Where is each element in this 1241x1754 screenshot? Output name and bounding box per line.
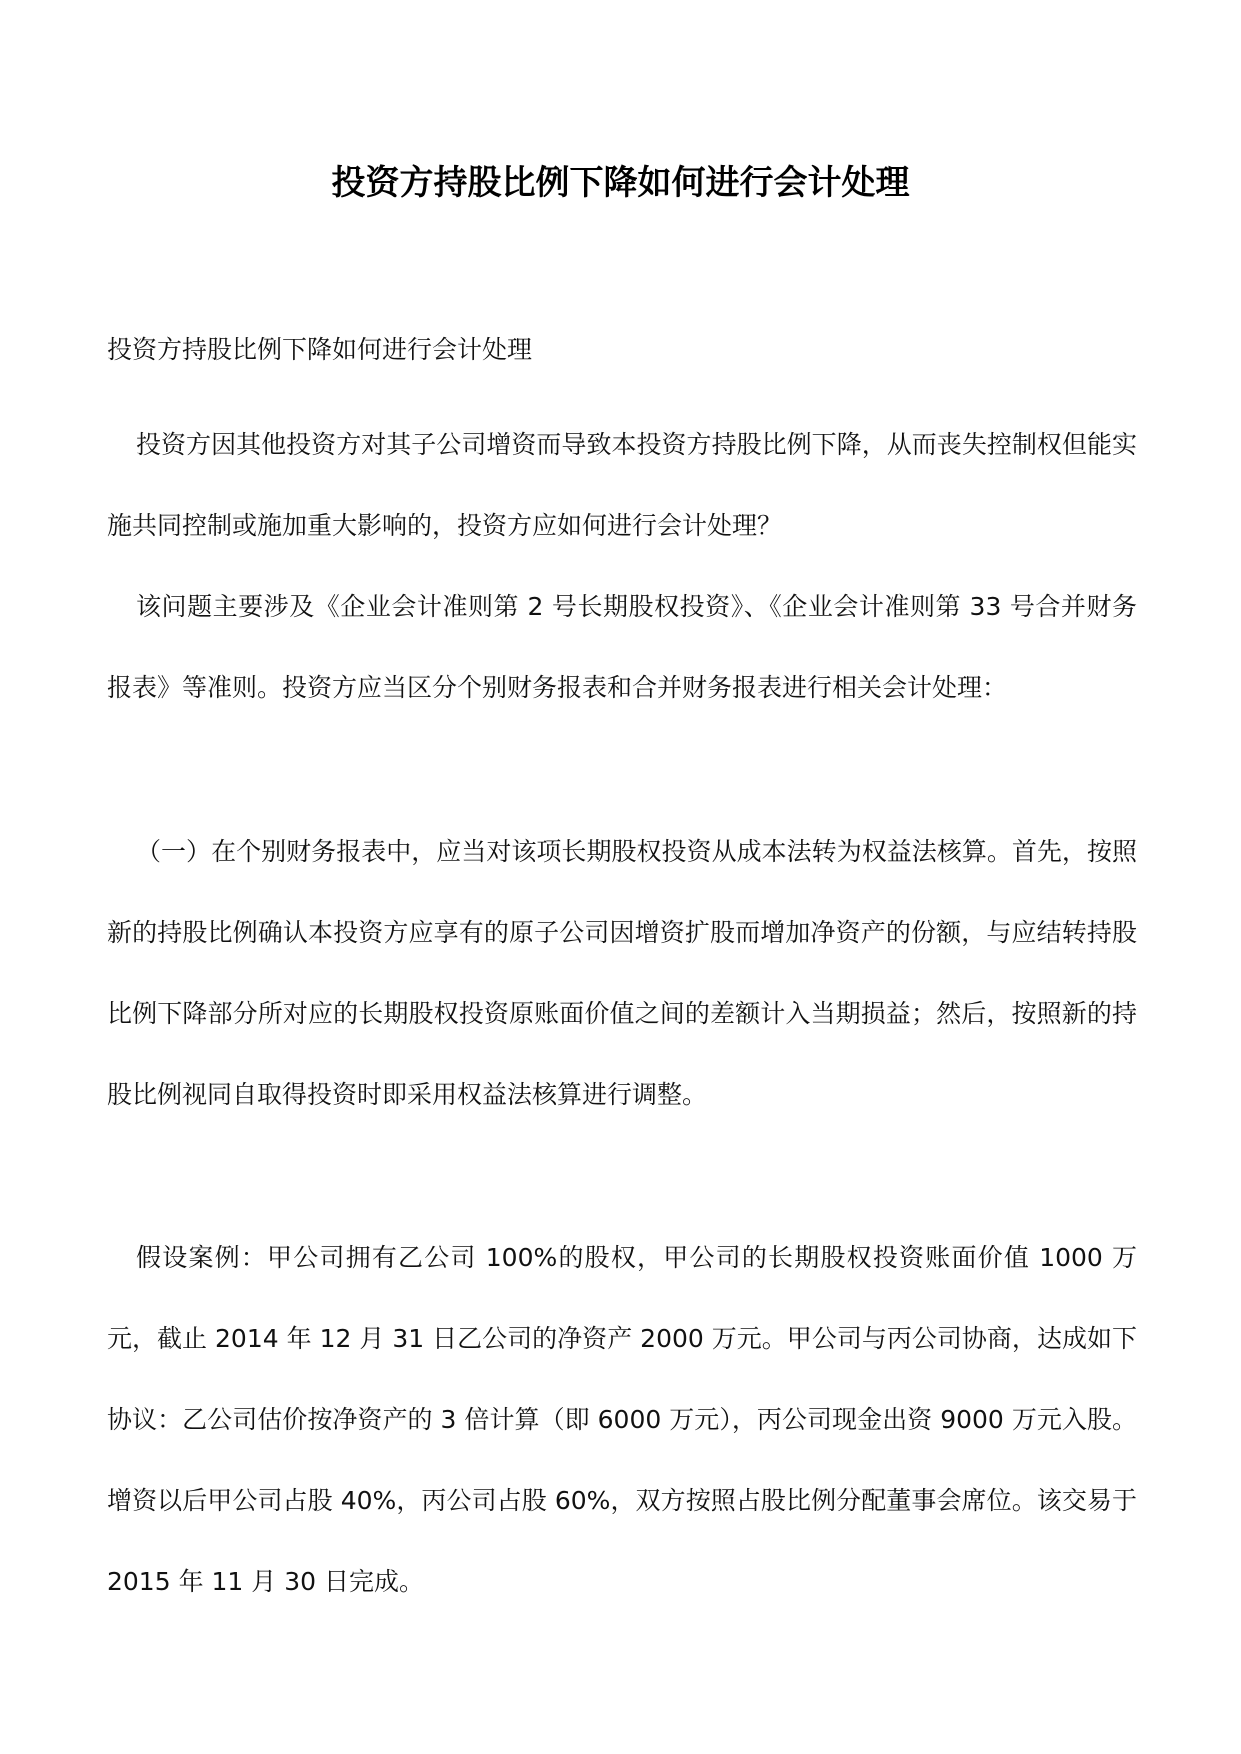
document-title: 投资方持股比例下降如何进行会计处理 (331, 163, 910, 203)
section-heading: 投资方持股比例下降如何进行会计处理 (107, 335, 533, 364)
paragraph-example-case: 假设案例：甲公司拥有乙公司 100%的股权，甲公司的长期股权投资账面价值 1000 万元，截止 2014 年 12 月 31 日乙公司的净资产 2000 万元。甲公司与丙公司协商，达成如下协议：乙公司估价按净资产的 3 倍计算（即 6000 万元），丙公司现金出资 9000 万元入股。增资以后甲公司占股 40%，丙公司占股 60%，双方按照占股比例分配董事会席位。该交易于 2015 年 11 月 30 日完成。 (107, 1243, 1137, 1596)
paragraph-individual-statements: （一）在个别财务报表中，应当对该项长期股权投资从成本法转为权益法核算。首先，按照新的持股比例确认本投资方应享有的原子公司因增资扩股而增加净资产的份额，与应结转持股比例下降部分所对应的长期股权投资原账面价值之间的差额计入当期损益；然后，按照新的持股比例视同自取得投资时即采用权益法核算进行调整。 (107, 837, 1137, 1109)
paragraph-standards: 该问题主要涉及《企业会计准则第 2 号长期股权投资》、《企业会计准则第 33 号合并财务报表》等准则。投资方应当区分个别财务报表和合并财务报表进行相关会计处理： (107, 592, 1137, 702)
paragraph-question: 投资方因其他投资方对其子公司增资而导致本投资方持股比例下降，从而丧失控制权但能实施共同控制或施加重大影响的，投资方应如何进行会计处理？ (107, 430, 1137, 540)
